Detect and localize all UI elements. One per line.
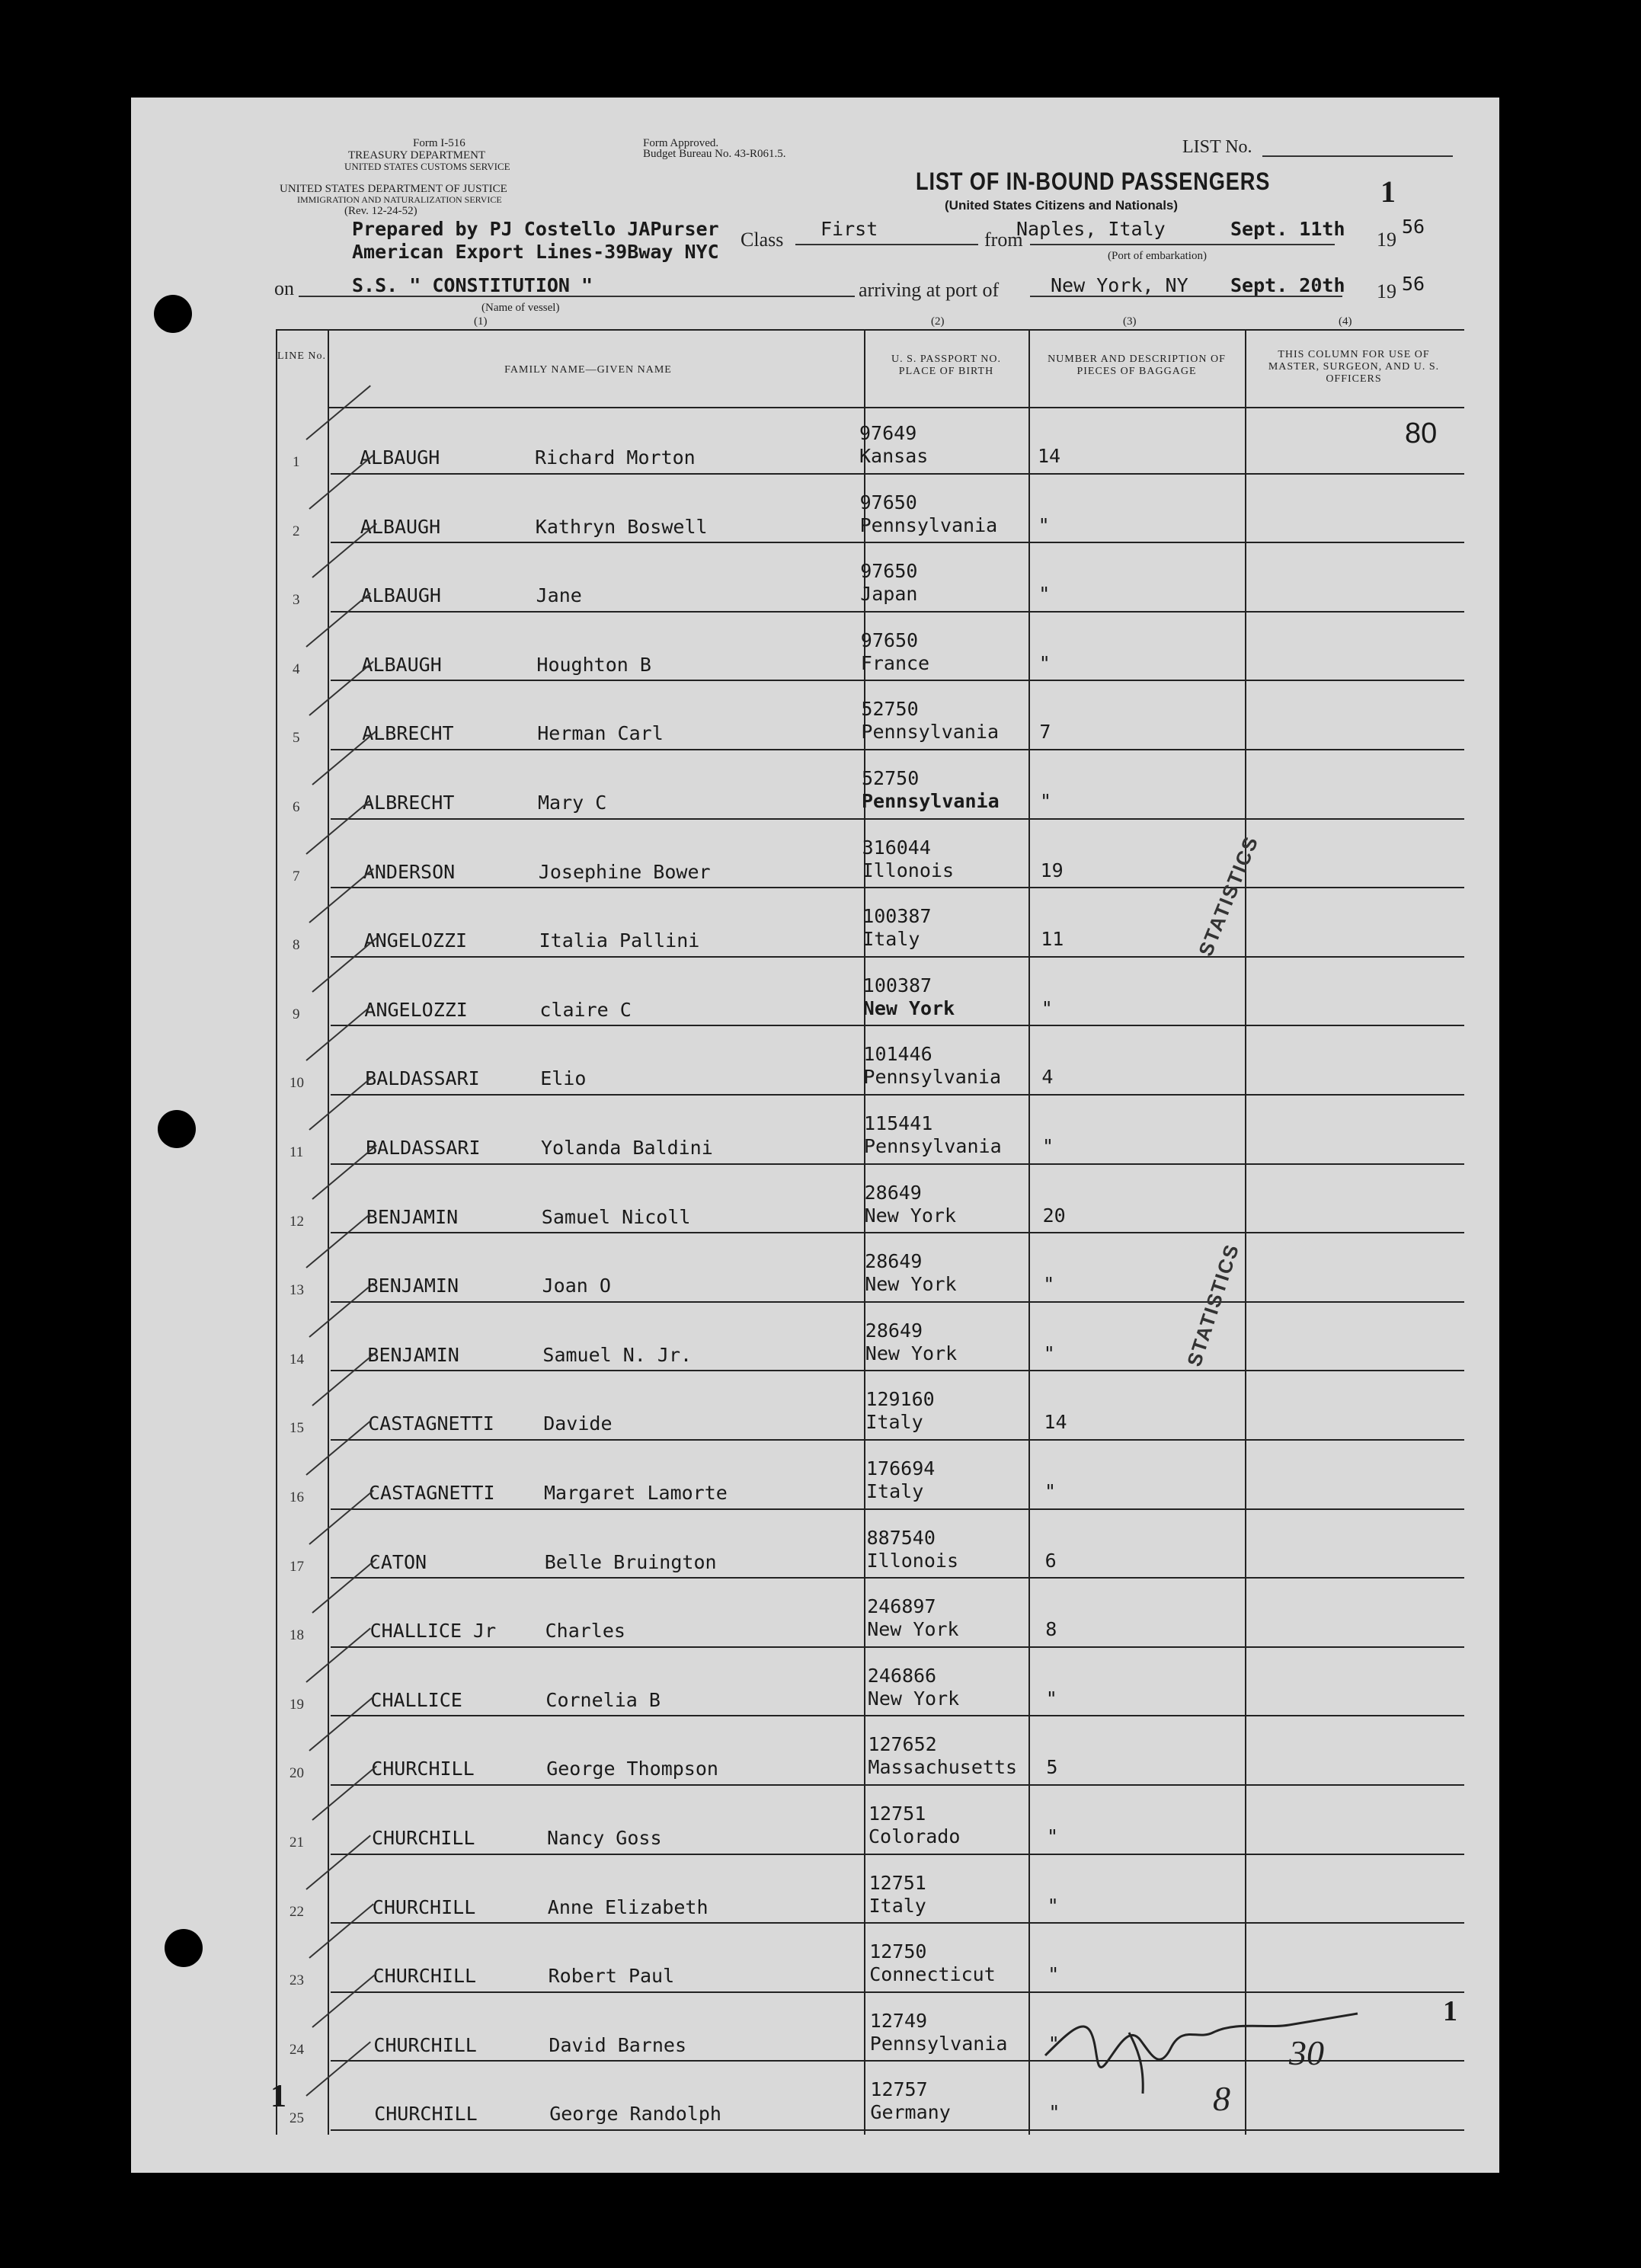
passport-number: 115441 <box>864 1112 933 1134</box>
baggage-count: " <box>1044 1480 1057 1502</box>
birthplace: Pennsylvania <box>862 790 1000 812</box>
passport-number: 176694 <box>866 1457 936 1479</box>
family-name: BENJAMIN <box>366 1275 459 1297</box>
given-name: Nancy Goss <box>547 1827 662 1849</box>
birthplace: Massachusetts <box>868 1756 1018 1779</box>
family-name: CHALLICE <box>370 1688 462 1711</box>
form-subtitle: (United States Citizens and Nationals) <box>945 198 1179 213</box>
line-number: 24 <box>289 2041 304 2058</box>
birthplace: Italy <box>866 1480 924 1502</box>
left-margin-mark: 1 <box>270 2079 286 2114</box>
given-name: Charles <box>545 1620 625 1643</box>
birthplace: New York <box>867 1618 959 1641</box>
birthplace: Colorado <box>868 1825 961 1847</box>
line-col-divider <box>328 329 329 2135</box>
check-mark <box>305 385 371 440</box>
line-number: 15 <box>289 1420 304 1437</box>
list-no-label: LIST No. <box>1182 137 1252 157</box>
baggage-count: 11 <box>1041 928 1064 951</box>
check-mark <box>312 1559 377 1614</box>
officer-count: 80 <box>1405 417 1438 449</box>
document-page <box>131 98 1499 2173</box>
line-number: 21 <box>289 1835 304 1851</box>
row-divider <box>331 749 1464 750</box>
family-name: CHURCHILL <box>373 2033 477 2056</box>
line-number: 17 <box>289 1558 304 1575</box>
passport-number: 100387 <box>862 974 932 996</box>
check-mark <box>305 1214 371 1268</box>
col-num-4: (4) <box>1339 315 1352 328</box>
line-number: 1 <box>293 454 300 470</box>
baggage-count: " <box>1047 1825 1059 1847</box>
col-num-2: (2) <box>931 315 945 328</box>
punch-hole <box>154 295 192 333</box>
check-mark <box>312 523 377 578</box>
baggage-count: 19 <box>1040 859 1064 881</box>
line-number: 19 <box>289 1696 304 1713</box>
given-name: Joan O <box>542 1275 611 1297</box>
line-number: 14 <box>289 1351 304 1368</box>
handwritten-sub: 8 <box>1213 2079 1230 2118</box>
row-divider <box>331 818 1464 820</box>
form-title: LIST OF IN-BOUND PASSENGERS <box>916 168 1271 195</box>
arriving-label: arriving at port of <box>859 279 1000 301</box>
justice-label: UNITED STATES DEPARTMENT OF JUSTICE <box>280 183 507 195</box>
birthplace: Connecticut <box>869 1963 996 1986</box>
check-mark <box>312 1144 377 1199</box>
passport-number: 12757 <box>870 2078 928 2101</box>
prepared-by: Prepared by PJ Costello JAPurser <box>352 218 719 240</box>
given-name: Anne Elizabeth <box>547 1895 709 1918</box>
row-divider <box>331 542 1464 543</box>
family-name: ALBAUGH <box>360 515 441 538</box>
baggage-count: " <box>1042 1135 1054 1157</box>
from-label: from <box>984 229 1023 251</box>
family-name: CHURCHILL <box>372 1827 475 1849</box>
birthplace: Pennsylvania <box>861 721 1000 744</box>
birthplace: Germany <box>870 2101 951 2124</box>
row-divider <box>331 1784 1464 1786</box>
passport-number: 97650 <box>860 629 919 651</box>
check-mark <box>309 454 374 509</box>
birthplace: Japan <box>860 583 918 606</box>
given-name: Houghton B <box>536 653 651 676</box>
check-mark <box>312 1972 377 2027</box>
line-number: 7 <box>293 868 300 884</box>
given-name: Cornelia B <box>545 1688 661 1711</box>
row-divider <box>331 2129 1464 2131</box>
row-divider <box>331 887 1464 888</box>
arrive-line <box>1030 296 1342 297</box>
family-name: CHURCHILL <box>373 1965 477 1988</box>
family-name: ANDERSON <box>363 860 456 883</box>
check-mark <box>309 868 374 923</box>
family-name: ALBRECHT <box>362 722 454 745</box>
given-name: George Thompson <box>546 1758 718 1780</box>
baggage-count: " <box>1043 1273 1055 1296</box>
baggage-count: " <box>1040 790 1052 812</box>
handwritten-total: 30 <box>1289 2033 1324 2072</box>
baggage-count: 20 <box>1042 1204 1066 1227</box>
check-mark <box>309 1282 374 1337</box>
from-line <box>1030 244 1335 245</box>
passport-number: 12750 <box>869 1940 927 1963</box>
birthplace: Italy <box>865 1411 923 1434</box>
customs-label: UNITED STATES CUSTOMS SERVICE <box>344 161 510 172</box>
given-name: Davide <box>543 1412 613 1435</box>
passport-number: 97649 <box>859 422 917 444</box>
given-name: Kathryn Boswell <box>535 515 708 538</box>
class-label: Class <box>741 229 784 251</box>
family-name: ALBRECHT <box>363 792 455 814</box>
list-no-line <box>1262 155 1453 157</box>
passport-number: 101446 <box>863 1043 932 1066</box>
line-number: 3 <box>293 592 300 609</box>
statistics-stamp: STATISTICS <box>1194 832 1263 960</box>
line-number: 13 <box>289 1282 304 1299</box>
row-divider <box>331 1508 1464 1510</box>
row-divider <box>331 680 1464 681</box>
col-num-3: (3) <box>1123 315 1137 328</box>
family-name: ALBAUGH <box>360 446 440 469</box>
class-line <box>795 244 978 245</box>
birthplace: New York <box>865 1342 958 1364</box>
arrive-year-prefix: 19 <box>1377 280 1396 302</box>
passport-number: 100387 <box>862 905 932 928</box>
baggage-count: " <box>1038 651 1051 674</box>
port-embark-label: (Port of embarkation) <box>1108 250 1207 262</box>
passport-number: 127652 <box>868 1733 937 1756</box>
passport-number: 129160 <box>865 1388 935 1411</box>
row-divider <box>331 1439 1464 1441</box>
family-name: CHURCHILL <box>371 1758 475 1780</box>
family-name: CHURCHILL <box>372 1895 476 1918</box>
col-header-officers: THIS COLUMN FOR USE OF MASTER, SURGEON, AND U. S. OFFICERS <box>1268 349 1440 385</box>
check-mark <box>309 1489 374 1544</box>
passport-number: 316044 <box>862 836 931 859</box>
row-divider <box>331 1094 1464 1096</box>
line-number: 22 <box>289 1903 304 1920</box>
passport-number: 97650 <box>859 491 917 513</box>
birthplace: Pennsylvania <box>863 1066 1002 1089</box>
birthplace: Pennsylvania <box>869 2032 1008 2055</box>
check-mark <box>312 731 377 785</box>
passport-number: 52750 <box>861 698 919 721</box>
given-name: George Randolph <box>549 2103 721 2126</box>
check-mark <box>309 1697 374 1751</box>
line-number: 18 <box>289 1627 304 1644</box>
baggage-count: 7 <box>1039 721 1051 744</box>
passport-number: 52750 <box>862 767 920 789</box>
line-number: 20 <box>289 1765 304 1782</box>
line-number: 16 <box>289 1489 304 1505</box>
given-name: Margaret Lamorte <box>544 1482 728 1504</box>
arrive-port: New York, NY <box>1051 274 1188 296</box>
row-divider <box>331 1715 1464 1716</box>
line-number: 25 <box>289 2110 304 2127</box>
baggage-count: " <box>1048 2032 1060 2055</box>
given-name: Samuel Nicoll <box>541 1205 691 1228</box>
family-name: CATON <box>369 1550 427 1573</box>
birthplace: Italy <box>868 1894 926 1917</box>
birthplace: Pennsylvania <box>859 513 998 536</box>
arrive-date: Sept. 20th <box>1230 274 1345 296</box>
form-number: Form I-516 <box>413 137 465 149</box>
family-name: ALBAUGH <box>360 584 441 607</box>
depart-year: 56 <box>1402 216 1425 238</box>
treasury-label: TREASURY DEPARTMENT <box>348 149 486 162</box>
baggage-count: 4 <box>1041 1066 1054 1089</box>
family-name: ANGELOZZI <box>363 929 468 952</box>
ins-label: IMMIGRATION AND NATURALIZATION SERVICE <box>297 194 502 205</box>
table-left-border <box>276 329 277 2135</box>
handwritten-signature <box>1038 1987 1434 2109</box>
row-divider <box>331 956 1464 958</box>
birthplace: New York <box>867 1687 960 1710</box>
birthplace: Kansas <box>859 445 929 467</box>
baggage-count: 14 <box>1038 445 1061 467</box>
baggage-count: " <box>1043 1342 1055 1364</box>
row-divider <box>331 1577 1464 1579</box>
passport-number: 246866 <box>867 1664 937 1687</box>
statistics-stamp: STATISTICS <box>1182 1240 1244 1370</box>
line-number: 2 <box>293 523 300 539</box>
row-divider <box>331 1025 1464 1026</box>
line-number: 4 <box>293 661 300 677</box>
header-bottom-border <box>328 407 1464 408</box>
right-margin-mark: 1 <box>1443 1995 1457 2027</box>
budget-label: Budget Bureau No. 43-R061.5. <box>643 148 786 160</box>
col-num-1: (1) <box>474 315 488 328</box>
check-mark <box>305 799 371 854</box>
row-divider <box>331 611 1464 613</box>
birthplace: France <box>860 651 930 674</box>
family-name: BALDASSARI <box>366 1137 481 1159</box>
baggage-count: " <box>1047 1894 1059 1917</box>
birthplace: Italy <box>862 928 920 951</box>
check-mark <box>309 661 374 716</box>
given-name: Jane <box>536 584 582 607</box>
check-mark <box>309 1076 374 1131</box>
row-divider <box>331 1854 1464 1855</box>
row-divider <box>331 1163 1464 1165</box>
passport-number: 246897 <box>867 1595 936 1618</box>
baggage-count: " <box>1038 583 1051 606</box>
class-value: First <box>820 218 878 240</box>
passport-number: 28649 <box>864 1181 922 1204</box>
passport-number: 887540 <box>866 1526 936 1549</box>
family-name: BENJAMIN <box>366 1205 459 1228</box>
passport-number: 28649 <box>865 1250 923 1273</box>
depart-date: Sept. 11th <box>1230 218 1345 240</box>
col-header-baggage: NUMBER AND DESCRIPTION OF PIECES OF BAGGAGE <box>1048 353 1226 377</box>
given-name: Richard Morton <box>535 446 696 469</box>
line-number: 23 <box>289 1972 304 1989</box>
birthplace: Illonois <box>866 1549 959 1572</box>
vessel-line <box>299 296 855 297</box>
given-name: claire C <box>539 998 632 1021</box>
line-number: 8 <box>293 937 300 954</box>
check-mark <box>312 1352 377 1406</box>
given-name: Belle Bruington <box>544 1550 717 1573</box>
given-name: Yolanda Baldini <box>541 1137 713 1159</box>
arrive-year: 56 <box>1402 273 1425 295</box>
family-name: ANGELOZZI <box>364 998 468 1021</box>
line-number: 10 <box>289 1075 304 1092</box>
passport-number: 12751 <box>868 1871 926 1894</box>
baggage-count: 14 <box>1044 1411 1067 1434</box>
baggage-count: 6 <box>1044 1549 1057 1572</box>
check-mark <box>305 2042 371 2097</box>
line-number: 5 <box>293 730 300 747</box>
from-port: Naples, Italy <box>1016 218 1166 240</box>
line-number: 9 <box>293 1006 300 1022</box>
given-name: Samuel N. Jr. <box>542 1343 693 1366</box>
birthplace: New York <box>865 1273 957 1296</box>
depart-year-prefix: 19 <box>1377 229 1396 251</box>
check-mark <box>305 1006 371 1061</box>
birthplace: New York <box>864 1204 957 1227</box>
row-divider <box>331 1301 1464 1303</box>
family-name: CHALLICE Jr <box>369 1620 497 1643</box>
row-divider <box>331 1370 1464 1371</box>
col-header-passport: U. S. PASSPORT NO. PLACE OF BIRTH <box>891 353 1001 377</box>
table-top-border <box>276 329 1464 331</box>
family-name: ALBAUGH <box>361 653 442 676</box>
col-header-name: FAMILY NAME—GIVEN NAME <box>504 364 672 376</box>
baggage-count: " <box>1048 1963 1060 1986</box>
vessel-label: (Name of vessel) <box>481 302 560 314</box>
row-divider <box>331 1922 1464 1924</box>
family-name: CHURCHILL <box>374 2103 478 2126</box>
passport-number: 12749 <box>869 2009 928 2032</box>
baggage-count: " <box>1038 513 1050 536</box>
row-divider <box>331 1232 1464 1233</box>
punch-hole <box>158 1110 196 1148</box>
family-name: CASTAGNETTI <box>369 1482 495 1504</box>
row-divider <box>331 473 1464 475</box>
baggage-count: " <box>1048 2101 1060 2124</box>
line-number: 6 <box>293 799 300 815</box>
family-name: CASTAGNETTI <box>368 1412 494 1435</box>
passport-number: 28649 <box>865 1319 923 1342</box>
vessel-name: S.S. " CONSTITUTION " <box>352 274 593 296</box>
given-name: Mary C <box>538 792 607 814</box>
given-name: David Barnes <box>549 2033 687 2056</box>
given-name: Italia Pallini <box>539 929 700 952</box>
passport-number: 97650 <box>860 560 918 583</box>
line-number: 12 <box>289 1213 304 1230</box>
on-label: on <box>274 277 294 299</box>
col-header-line: LINE No. <box>277 350 326 362</box>
family-name: BENJAMIN <box>367 1343 459 1366</box>
check-mark <box>305 592 371 647</box>
passport-number: 12751 <box>868 1803 926 1825</box>
approved-label: Form Approved. <box>643 137 719 149</box>
check-mark <box>309 1904 374 1959</box>
check-mark <box>312 937 377 992</box>
birthplace: New York <box>862 996 955 1019</box>
birthplace: Illonois <box>862 859 955 881</box>
check-mark <box>305 1421 371 1476</box>
birthplace: Pennsylvania <box>864 1135 1002 1157</box>
baggage-count: 8 <box>1045 1618 1057 1641</box>
baggage-count: 5 <box>1046 1756 1058 1779</box>
line-number: 11 <box>289 1144 304 1160</box>
given-name: Josephine Bower <box>538 860 711 883</box>
baggage-count: " <box>1045 1687 1057 1710</box>
given-name: Herman Carl <box>537 722 664 745</box>
given-name: Elio <box>540 1067 587 1090</box>
company-name: American Export Lines-39Bway NYC <box>352 241 719 263</box>
check-mark <box>305 1627 371 1682</box>
rev-label: (Rev. 12-24-52) <box>344 205 417 217</box>
punch-hole <box>165 1929 203 1967</box>
baggage-count: " <box>1041 996 1053 1019</box>
row-divider <box>331 1646 1464 1648</box>
check-mark <box>312 1766 377 1821</box>
page-number: 1 <box>1380 174 1396 209</box>
check-mark <box>305 1835 371 1889</box>
given-name: Robert Paul <box>548 1965 675 1988</box>
family-name: BALDASSARI <box>365 1067 480 1090</box>
